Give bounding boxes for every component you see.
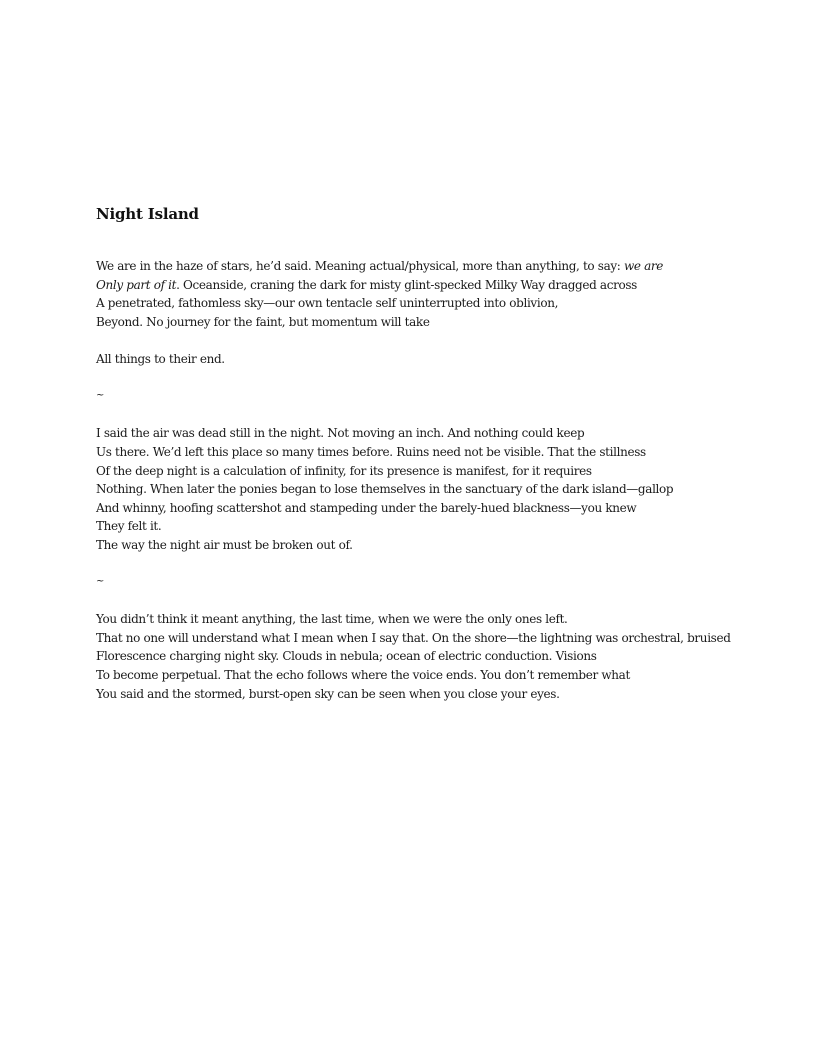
poem-line: To become perpetual. That the echo follows where the voice ends. You don’t remember what: [96, 668, 630, 683]
italic-text: Only part of it: [96, 277, 177, 292]
poem-title: Night Island: [96, 205, 199, 223]
poem-body: [96, 257, 756, 722]
line-text: We are in the haze of stars, he’d said. Meaning actual/physical, more than anything, to say:: [96, 259, 624, 273]
poem-line: I said the air was dead still in the night. Not moving an inch. And nothing could keep: [96, 426, 585, 441]
poem-line: They felt it.: [96, 519, 162, 534]
section-separator: ~: [96, 576, 105, 588]
section-separator: ~: [96, 390, 105, 402]
poem-line: Nothing. When later the ponies began to lose themselves in the sanctuary of the dark island—gallop: [96, 482, 674, 497]
poem-line: [96, 257, 756, 276]
poem-line: Florescence charging night sky. Clouds in nebula; ocean of electric conduction. Visions: [96, 649, 597, 664]
poem-line: You didn’t think it meant anything, the last time, when we were the only ones left.: [96, 612, 568, 627]
stanza-3: [96, 424, 756, 554]
poem-line: Us there. We’d left this place so many times before. Ruins need not be visible. That the stillness: [96, 444, 646, 459]
poem-line: A penetrated, fathomless sky—our own tentacle self uninterrupted into oblivion,: [96, 296, 559, 311]
italic-text: we are: [623, 259, 664, 273]
poem-line: And whinny, hoofing scattershot and stampeding under the barely-hued blackness—you knew: [96, 500, 637, 515]
poem-line: All things to their end.: [96, 351, 225, 366]
poem-line: The way the night air must be broken out of.: [96, 537, 353, 552]
line-text: . Oceanside, craning the dark for misty glint-specked Milky Way dragged across: [176, 277, 637, 292]
stanza-4: [96, 610, 756, 703]
poem-line: You said and the stormed, burst-open sky can be seen when you close your eyes.: [96, 686, 560, 701]
poem-line: Of the deep night is a calculation of infinity, for its presence is manifest, for it requires: [96, 463, 592, 478]
stanza-2: [96, 350, 756, 369]
poem-line: That no one will understand what I mean when I say that. On the shore—the lightning was orchestral, bruised: [96, 630, 731, 645]
poem-line: Beyond. No journey for the faint, but momentum will take: [96, 314, 430, 329]
poem-line: [96, 276, 756, 295]
stanza-1: [96, 257, 756, 331]
